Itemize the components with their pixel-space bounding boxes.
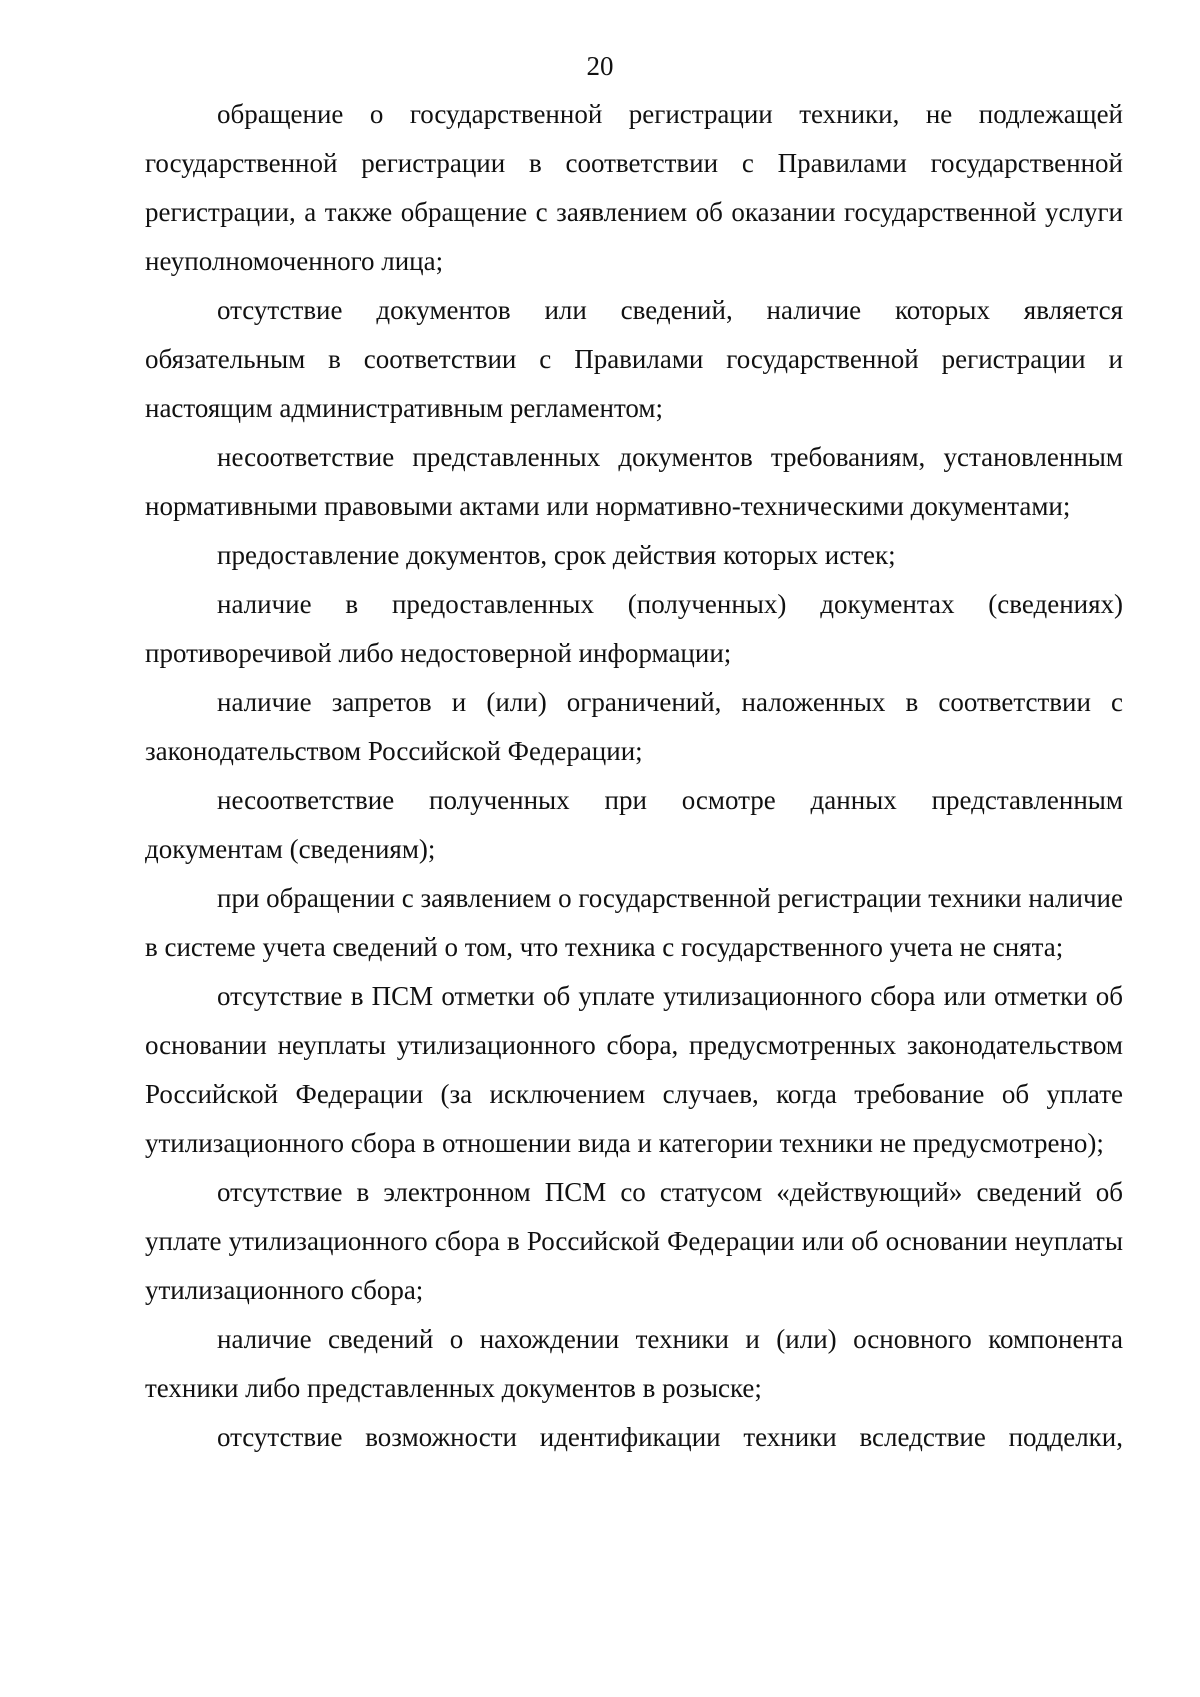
paragraph-inspection-mismatch: несоответствие полученных при осмотре данных представленным документам (сведениям); <box>145 785 1123 864</box>
paragraph-expired-documents: предоставление документов, срок действия которых истек; <box>217 540 896 570</box>
paragraph-wanted-vehicle: наличие сведений о нахождении техники и (или) основного компонента техники либо представленных документов в розыске; <box>145 1324 1123 1403</box>
paragraph-bans-restrictions: наличие запретов и (или) ограничений, наложенных в соответствии с законодательством Российской Федерации; <box>145 687 1123 766</box>
paragraph-missing-documents: отсутствие документов или сведений, наличие которых является обязательным в соответствии с Правилами государственной регистрации и настоящим административным регламентом; <box>145 295 1123 423</box>
paragraph-identification-impossible: отсутствие возможности идентификации техники вследствие подделки, <box>217 1422 1123 1452</box>
paragraph-no-recycling-fee-mark: отсутствие в ПСМ отметки об уплате утилизационного сбора или отметки об основании неуплаты утилизационного сбора, предусмотренных законодательством Российской Федерации (за исключением случаев, когда требование об уплате утилизационного сбора в отношении вида и категории техники не предусмотрено); <box>145 981 1123 1158</box>
paragraph-not-deregistered: при обращении с заявлением о государственной регистрации техники наличие в системе учета сведений о том, что техника с государственного учета не снята; <box>145 883 1123 962</box>
document-body <box>145 90 1123 1462</box>
paragraph-contradictory-information: наличие в предоставленных (полученных) документах (сведениях) противоречивой либо недостоверной информации; <box>145 589 1123 668</box>
paragraph-unauthorized-request: обращение о государственной регистрации техники, не подлежащей государственной регистрации в соответствии с Правилами государственной регистрации, а также обращение с заявлением об оказании государственной услуги неуполномоченного лица; <box>145 99 1123 276</box>
paragraph-electronic-psm-no-fee: отсутствие в электронном ПСМ со статусом «действующий» сведений об уплате утилизационного сбора в Российской Федерации или об основании неуплаты утилизационного сбора; <box>145 1177 1123 1305</box>
paragraph-documents-noncompliance: несоответствие представленных документов требованиям, установленным нормативными правовыми актами или нормативно-техническими документами; <box>145 442 1123 521</box>
page-number: 20 <box>586 51 614 81</box>
